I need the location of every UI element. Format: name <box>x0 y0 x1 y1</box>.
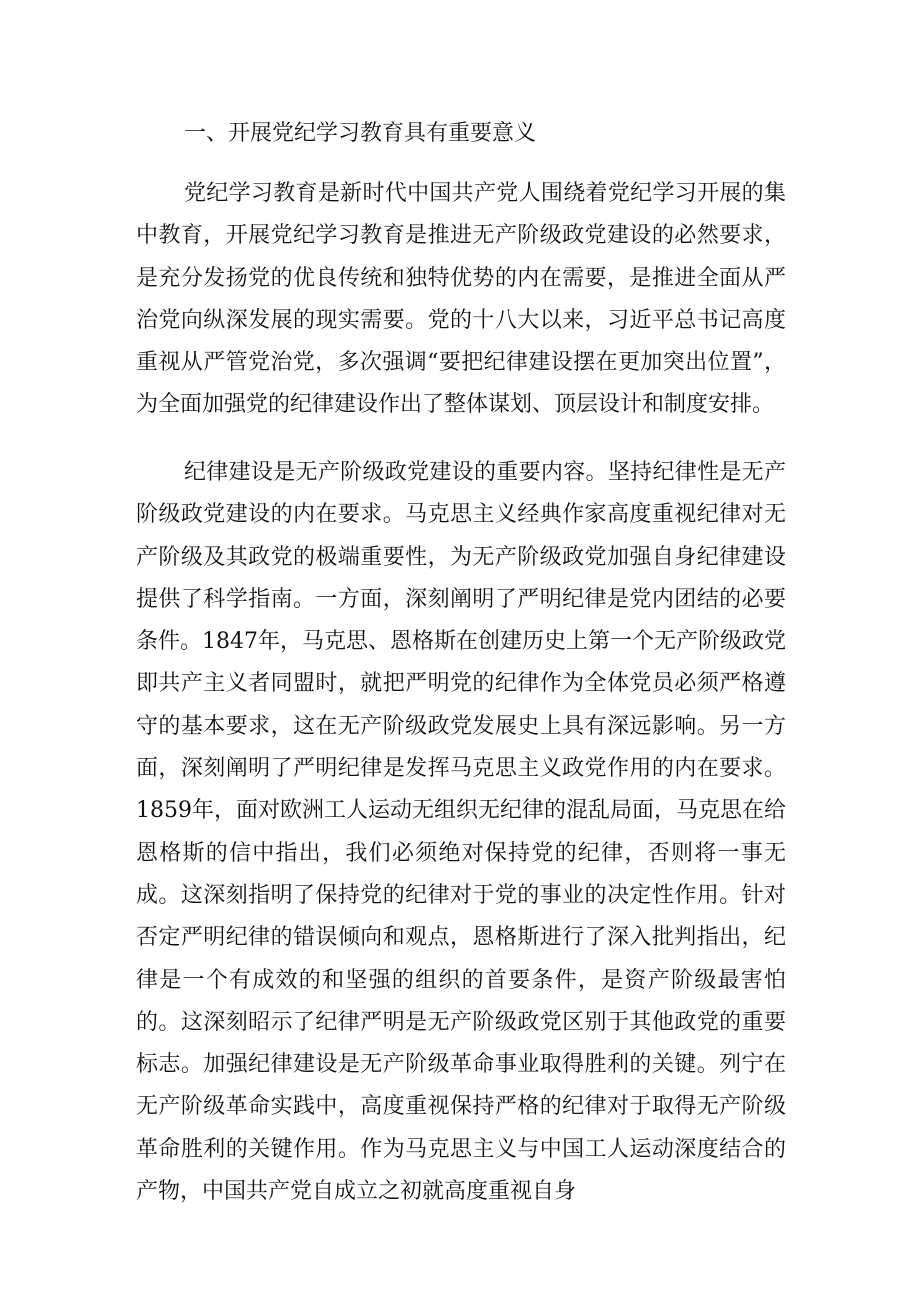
section-heading: 一、开展党纪学习教育具有重要意义 <box>184 121 537 146</box>
paragraph-2: 纪律建设是无产阶级政党建设的重要内容。坚持纪律性是无产阶级政党建设的内在要求。马克思主义经典作家高度重视纪律对无产阶级及其政党的极端重要性，为无产阶级政党加强自身纪律建设提供了科学指南。一方面，深刻阐明了严明纪律是党内团结的必要条件。1847年，马克思、恩格斯在创建历史上第一个无产阶级政党即共产主义者同盟时，就把严明党的纪律作为全体党员必须严格遵守的基本要求，这在无产阶级政党发展史上具有深远影响。另一方面，深刻阐明了严明纪律是发挥马克思主义政党作用的内在要求。1859年，面对欧洲工人运动无组织无纪律的混乱局面，马克思在给恩格斯的信中指出，我们必须绝对保持党的纪律，否则将一事无成。这深刻指明了保持党的纪律对于党的事业的决定性作用。针对否定严明纪律的错误倾向和观点，恩格斯进行了深入批判指出，纪律是一个有成效的和坚强的组织的首要条件，是资产阶级最害怕的。这深刻昭示了纪律严明是无产阶级政党区别于其他政党的重要标志。加强纪律建设是无产阶级革命事业取得胜利的关键。列宁在无产阶级革命实践中，高度重视保持严格的纪律对于取得无产阶级革命胜利的关键作用。作为马克思主义与中国工人运动深度结合的产物，中国共产党自成立之初就高度重视自身 <box>136 460 786 1205</box>
paragraph-1: 党纪学习教育是新时代中国共产党人围绕着党纪学习开展的集中教育，开展党纪学习教育是推进无产阶级政党建设的必然要求，是充分发扬党的优良传统和独特优势的内在需要，是推进全面从严治党向纵深发展的现实需要。党的十八大以来，习近平总书记高度重视从严管党治党，多次强调“要把纪律建设摆在更加突出位置”，为全面加强党的纪律建设作出了整体谋划、顶层设计和制度安排。 <box>136 181 786 418</box>
